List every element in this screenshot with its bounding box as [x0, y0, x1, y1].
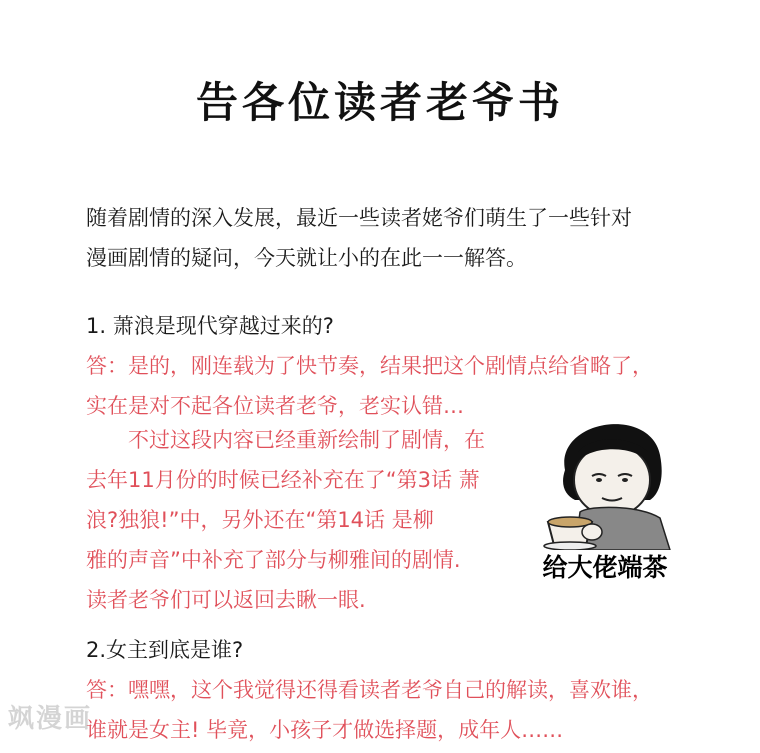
answer-line: 实在是对不起各位读者老爷，老实认错… — [86, 394, 464, 418]
meme-face-icon — [520, 400, 690, 550]
tea-meme — [520, 400, 690, 590]
question-1: 1. 萧浪是现代穿越过来的? — [86, 314, 334, 338]
intro-line: 随着剧情的深入发展，最近一些读者姥爷们萌生了一些针对 — [86, 206, 632, 230]
question-2: 2.女主到底是谁? — [86, 638, 244, 662]
answer-2 — [86, 670, 696, 750]
answer-line: 谁就是女主! 毕竟，小孩子才做选择题，成年人…… — [86, 718, 564, 742]
answer-line: 雅的声音”中补充了部分与柳雅间的剧情. — [86, 548, 461, 572]
answer-line: 答：是的，刚连载为了快节奏，结果把这个剧情点给省略了， — [86, 354, 653, 378]
page-title: 告各位读者老爷书 — [195, 78, 564, 127]
answer-line: 去年11月份的时候已经补充在了“第3话 萧 — [86, 468, 480, 492]
answer-1-continued — [86, 420, 526, 620]
intro-paragraph — [86, 198, 706, 278]
intro-line: 漫画剧情的疑问，今天就让小的在此一一解答。 — [86, 246, 527, 270]
answer-line: 不过这段内容已经重新绘制了剧情，在 — [128, 428, 485, 452]
watermark-logo: 飒漫画 — [8, 704, 93, 734]
meme-caption: 给大佬端茶 — [542, 553, 668, 582]
answer-line: 浪?独狼!”中，另外还在“第14话 是柳 — [86, 508, 434, 532]
answer-line: 读者老爷们可以返回去瞅一眼. — [86, 588, 366, 612]
answer-line: 答：嘿嘿，这个我觉得还得看读者老爷自己的解读，喜欢谁， — [86, 678, 653, 702]
